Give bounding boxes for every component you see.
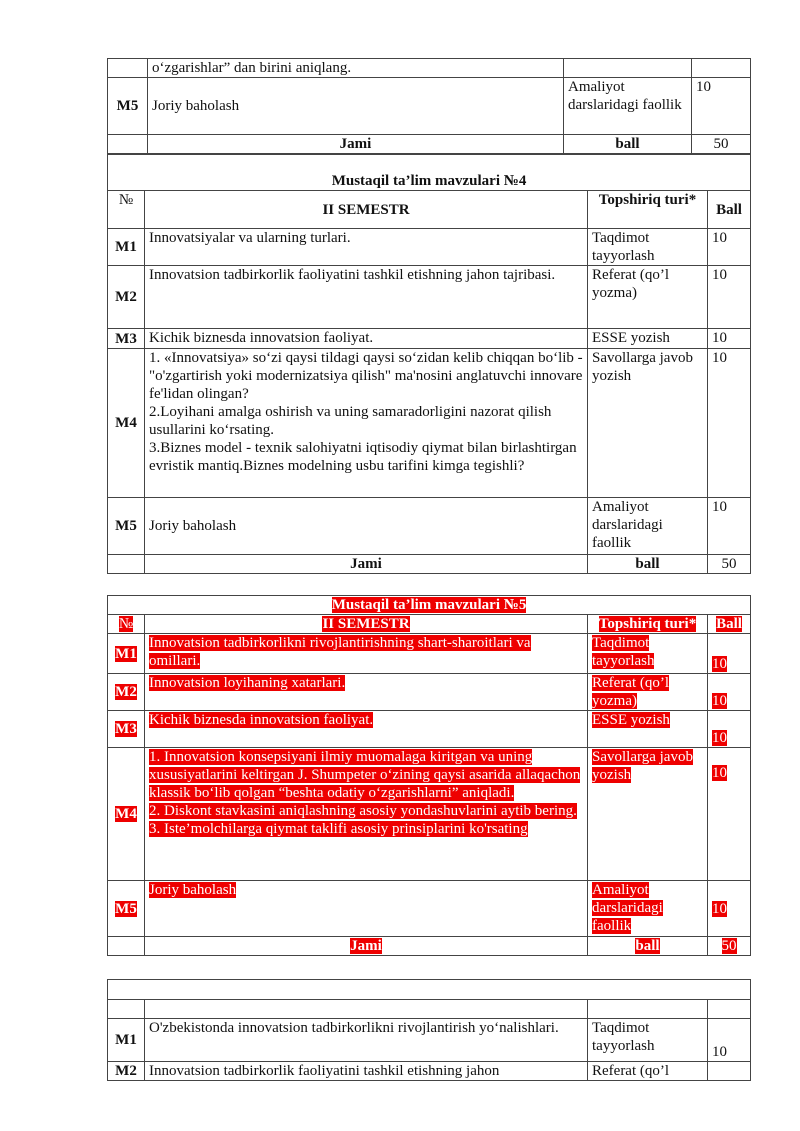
row-ball: 10 bbox=[692, 78, 751, 135]
col-ball-header: Ball bbox=[708, 191, 751, 229]
table-topics-4 bbox=[107, 154, 751, 574]
row-type: ESSE yozish bbox=[588, 329, 708, 349]
row-topic: Innovatsion tadbirkorlikni rivojlantirishning shart-sharoitlari va omillari. bbox=[145, 634, 588, 674]
row-code: M4 bbox=[108, 349, 145, 498]
total-ball-label: ball bbox=[564, 135, 692, 154]
row-topic: Kichik biznesda innovatsion faoliyat. bbox=[145, 329, 588, 349]
cell-empty bbox=[708, 1000, 751, 1019]
row-topic: Innovatsiyalar va ularning turlari. bbox=[145, 229, 588, 266]
total-ball-label: ball bbox=[588, 937, 708, 956]
cell-empty bbox=[108, 555, 145, 574]
row-ball: 10 bbox=[708, 329, 751, 349]
row-ball bbox=[708, 1062, 751, 1081]
cell-empty bbox=[108, 135, 148, 154]
row-type: Taqdimot tayyorlash bbox=[588, 634, 708, 674]
row-type: Referat (qo’l yozma) bbox=[588, 266, 708, 329]
cell-empty bbox=[108, 937, 145, 956]
total-label: Jami bbox=[148, 135, 564, 154]
cell-empty bbox=[145, 1000, 588, 1019]
row-code: M1 bbox=[108, 229, 145, 266]
row-type: Savollarga javob yozish bbox=[588, 748, 708, 881]
table-title: Mustaqil ta’lim mavzulari №4 bbox=[108, 155, 751, 191]
row-code: M5 bbox=[108, 498, 145, 555]
row-topic: Joriy baholash bbox=[148, 78, 564, 135]
row-type: Savollarga javob yozish bbox=[588, 349, 708, 498]
row-type: Taqdimot tayyorlash bbox=[588, 229, 708, 266]
col-no-header: № bbox=[108, 191, 145, 229]
row-ball: 10 bbox=[708, 711, 751, 748]
row-topic: Innovatsion loyihaning xatarlari. bbox=[145, 674, 588, 711]
row-topic: 1. «Innovatsiya» so‘zi qaysi tildagi qaysi so‘zidan kelib chiqqan bo‘lib - "o'zgartirish yoki modernizatsiya qilish" ma'nosini anglatuvchi innovare fe'lidan olingan? 2.Loyihani amalga oshirish va uning samaradorligini nazorat qilish usullarini ko‘rsating. 3.Biznes model - texnik salohiyatni iqtisodiy qiymat bilan birlashtirgan evristik mantiq.Biznes modelning usbu tarifini kimga tegishli? bbox=[145, 349, 588, 498]
row-type: Amaliyot darslaridagi faollik bbox=[564, 78, 692, 135]
table-topics-5 bbox=[107, 595, 751, 956]
total-label: Jami bbox=[145, 555, 588, 574]
row-type: Referat (qo’l yozma) bbox=[588, 674, 708, 711]
total-ball: 50 bbox=[692, 135, 751, 154]
cell-empty bbox=[108, 1000, 145, 1019]
cell-empty bbox=[588, 1000, 708, 1019]
row-code: M5 bbox=[108, 78, 148, 135]
row-code: M1 bbox=[108, 634, 145, 674]
row-ball: 10 bbox=[708, 229, 751, 266]
row-topic: Innovatsion tadbirkorlik faoliyatini tashkil etishning jahon bbox=[145, 1062, 588, 1081]
row-topic: Kichik biznesda innovatsion faoliyat. bbox=[145, 711, 588, 748]
row-topic: O'zbekistonda innovatsion tadbirkorlikni rivojlantirish yo‘nalishlari. bbox=[145, 1019, 588, 1062]
row-code: M4 bbox=[108, 748, 145, 881]
row-ball: 10 bbox=[708, 1019, 751, 1062]
total-ball: 50 bbox=[708, 555, 751, 574]
col-no-header: № bbox=[108, 615, 145, 634]
row-ball: 10 bbox=[708, 674, 751, 711]
row-type: Amaliyot darslaridagi faollik bbox=[588, 881, 708, 937]
row-code: M2 bbox=[108, 266, 145, 329]
table-topics-6 bbox=[107, 979, 751, 1081]
col-ball-header: Ball bbox=[708, 615, 751, 634]
row-type: Referat (qo’l bbox=[588, 1062, 708, 1081]
row-ball: 10 bbox=[708, 266, 751, 329]
row-topic: Innovatsion tadbirkorlik faoliyatini tashkil etishning jahon tajribasi. bbox=[145, 266, 588, 329]
cell-empty bbox=[564, 59, 692, 78]
col-type-header: Topshiriq turi* bbox=[588, 191, 708, 229]
row-topic: Joriy baholash bbox=[145, 881, 588, 937]
row-type: Amaliyot darslaridagi faollik bbox=[588, 498, 708, 555]
total-ball: 50 bbox=[708, 937, 751, 956]
row-ball: 10 bbox=[708, 748, 751, 881]
row-ball: 10 bbox=[708, 498, 751, 555]
row-topic: Joriy baholash bbox=[145, 498, 588, 555]
prev-topic-text: o‘zgarishlar” dan birini aniqlang. bbox=[148, 59, 564, 78]
col-type-header: Topshiriq turi* bbox=[588, 615, 708, 634]
col-semester-header: II SEMESTR bbox=[145, 191, 588, 229]
row-ball: 10 bbox=[708, 349, 751, 498]
row-code: M2 bbox=[108, 674, 145, 711]
row-type: ESSE yozish bbox=[588, 711, 708, 748]
row-code: M3 bbox=[108, 711, 145, 748]
row-code: M1 bbox=[108, 1019, 145, 1062]
table-prev-continuation bbox=[107, 58, 751, 154]
cell-empty bbox=[692, 59, 751, 78]
table-title: Mustaqil ta’lim mavzulari №5 bbox=[108, 596, 751, 615]
total-label: Jami bbox=[145, 937, 588, 956]
row-code: M5 bbox=[108, 881, 145, 937]
total-ball-label: ball bbox=[588, 555, 708, 574]
cell-empty bbox=[108, 59, 148, 78]
row-ball: 10 bbox=[708, 881, 751, 937]
table-title-empty bbox=[108, 980, 751, 1000]
col-semester-header: II SEMESTR bbox=[145, 615, 588, 634]
row-topic: 1. Innovatsion konsepsiyani ilmiy muomalaga kiritgan va uning xususiyatlarini keltirgan J. Shumpeter o‘zining qaysi asarida allaqachon klassik bo‘lib qolgan “beshta odatiy o‘zgarishlarni” aniqladi. 2. Diskont stavkasini aniqlashning asosiy yondashuvlarini aytib bering. 3. Iste’molchilarga qiymat taklifi asosiy prinsiplarini ko'rsating bbox=[145, 748, 588, 881]
row-ball: 10 bbox=[708, 634, 751, 674]
row-type: Taqdimot tayyorlash bbox=[588, 1019, 708, 1062]
row-code: M2 bbox=[108, 1062, 145, 1081]
row-code: M3 bbox=[108, 329, 145, 349]
